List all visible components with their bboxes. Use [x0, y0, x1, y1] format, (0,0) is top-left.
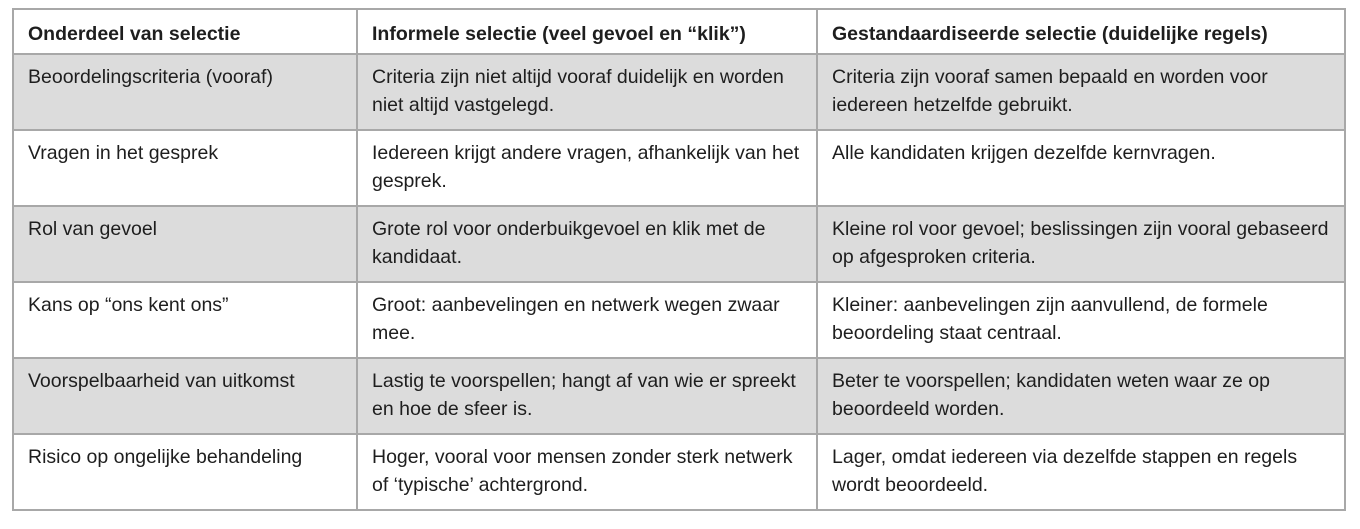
informal-cell: Hoger, vooral voor mensen zonder sterk netwerk of ‘typische’ achtergrond.	[357, 434, 817, 510]
standardized-cell: Alle kandidaten krijgen dezelfde kernvragen.	[817, 130, 1345, 206]
table-row	[13, 358, 1345, 434]
informal-cell: Lastig te voorspellen; hangt af van wie er spreekt en hoe de sfeer is.	[357, 358, 817, 434]
standardized-cell: Criteria zijn vooraf samen bepaald en worden voor iedereen hetzelfde gebruikt.	[817, 54, 1345, 130]
standardized-cell: Kleiner: aanbevelingen zijn aanvullend, de formele beoordeling staat centraal.	[817, 282, 1345, 358]
informal-cell: Criteria zijn niet altijd vooraf duidelijk en worden niet altijd vastgelegd.	[357, 54, 817, 130]
standardized-cell: Kleine rol voor gevoel; beslissingen zijn vooral gebaseerd op afgesproken criteria.	[817, 206, 1345, 282]
header-gestandaardiseerde-selectie: Gestandaardiseerde selectie (duidelijke regels)	[817, 9, 1345, 54]
table-row	[13, 206, 1345, 282]
informal-cell: Grote rol voor onderbuikgevoel en klik met de kandidaat.	[357, 206, 817, 282]
standardized-cell: Beter te voorspellen; kandidaten weten waar ze op beoordeeld worden.	[817, 358, 1345, 434]
comparison-table-wrapper	[12, 8, 1344, 511]
table-row	[13, 282, 1345, 358]
row-label: Vragen in het gesprek	[13, 130, 357, 206]
row-label: Voorspelbaarheid van uitkomst	[13, 358, 357, 434]
table-header-row	[13, 9, 1345, 54]
row-label: Beoordelingscriteria (vooraf)	[13, 54, 357, 130]
informal-cell: Iedereen krijgt andere vragen, afhankelijk van het gesprek.	[357, 130, 817, 206]
table-row	[13, 434, 1345, 510]
row-label: Risico op ongelijke behandeling	[13, 434, 357, 510]
standardized-cell: Lager, omdat iedereen via dezelfde stappen en regels wordt beoordeeld.	[817, 434, 1345, 510]
row-label: Rol van gevoel	[13, 206, 357, 282]
comparison-table	[12, 8, 1346, 511]
table-row	[13, 54, 1345, 130]
informal-cell: Groot: aanbevelingen en netwerk wegen zwaar mee.	[357, 282, 817, 358]
header-informele-selectie: Informele selectie (veel gevoel en “klik”)	[357, 9, 817, 54]
table-row	[13, 130, 1345, 206]
header-onderdeel: Onderdeel van selectie	[13, 9, 357, 54]
row-label: Kans op “ons kent ons”	[13, 282, 357, 358]
